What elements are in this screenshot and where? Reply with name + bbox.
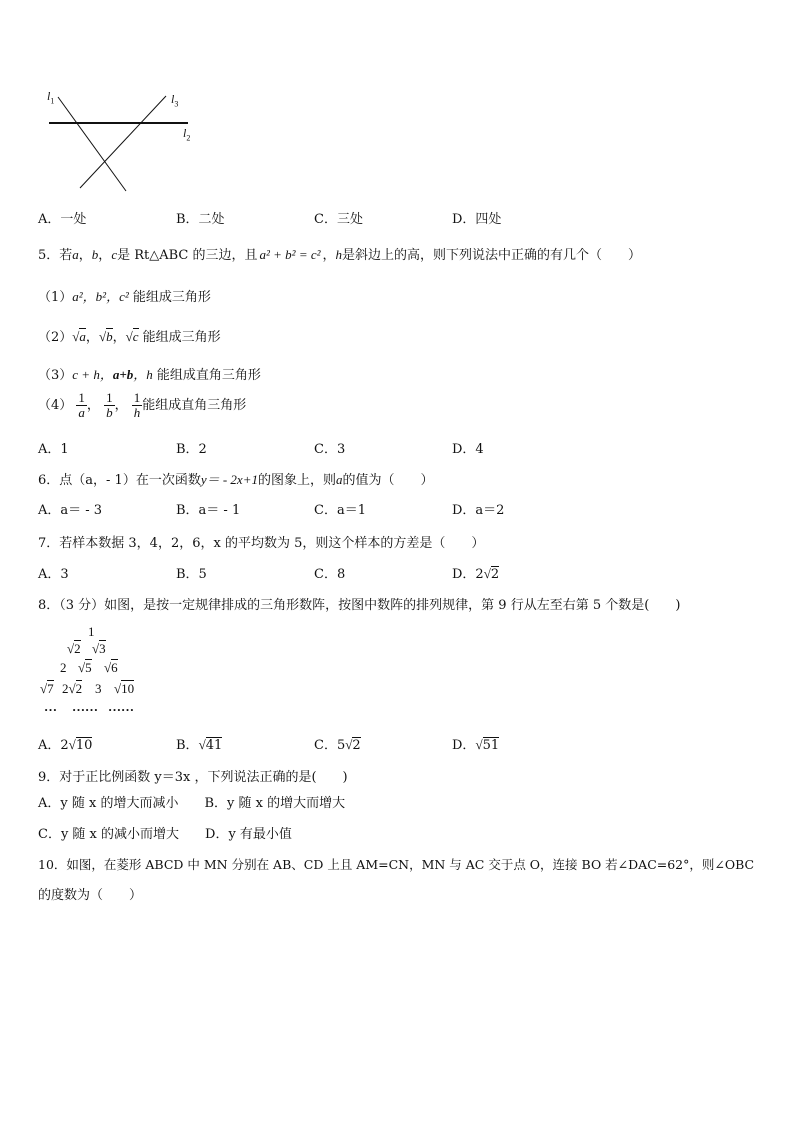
q7-option-b[interactable]: B．5 [176,567,207,582]
q6-option-b[interactable]: B．a＝ - 1 [176,503,241,518]
q7-option-c[interactable]: C．8 [314,567,346,582]
fraction-1-over-b: $\frac{1}{b}$ [106,390,113,420]
q5-statement-2: （2）√a，√b，√c 能组成三角形 [38,329,221,345]
tri-r2a: √2 [67,641,81,656]
q5-statement-3: （3）c + h，a+b，h 能组成直角三角形 [38,367,261,383]
tri-r3a: 2 [60,660,67,675]
q7-option-d[interactable]: D．2√2 [452,566,500,582]
tri-dots-2: …… [72,699,98,714]
q10-stem-line2: 的度数为（ ） [38,888,143,903]
q6-stem: 6．点（a，- 1）在一次函数y＝ - 2x+1的图象上，则a的值为（ ） [38,472,434,488]
tri-r4b: 2√2 [62,681,83,696]
q5-option-d[interactable]: D．4 [452,442,484,457]
q8-option-b[interactable]: B．√41 [176,737,223,753]
q9-options-cd[interactable]: C．y 随 x 的减小而增大 D．y 有最小值 [38,827,292,842]
q5-stem: 5．若a，b，c是 Rt△ABC 的三边，且 a² + b² = c² ，h是斜边上的高，则下列说法中正确的有几个（ ） [38,247,642,263]
line-l1 [58,97,126,191]
tri-r2b: √3 [92,641,106,656]
q8-option-d[interactable]: D．√51 [452,737,500,753]
q6-option-c[interactable]: C．a＝1 [314,503,366,518]
q7-option-a[interactable]: A．3 [38,567,69,582]
q10-stem-line1: 10．如图，在菱形 ABCD 中 MN 分别在 AB、CD 上且 AM=CN，MN 与 AC 交于点 O，连接 BO 若∠DAC=62°，则∠OBC [38,857,755,872]
tri-r4a: √7 [40,681,54,696]
q5-statement-1: （1）a²，b²，c² 能组成三角形 [38,289,211,305]
q6-option-a[interactable]: A．a＝ - 3 [38,503,103,518]
tri-r4d: 3 [95,681,102,696]
label-l3: $l_3$ [171,92,179,109]
q4-option-d[interactable]: D．四处 [452,212,502,227]
q9-options-ab[interactable]: A．y 随 x 的增大而减小 B．y 随 x 的增大而增大 [38,796,346,811]
tri-dots-1: … [44,699,57,714]
tri-r3c: √6 [104,660,118,675]
q6-option-d[interactable]: D．a＝2 [452,503,505,518]
q8-option-a[interactable]: A．2√10 [38,737,93,753]
q8-option-c[interactable]: C．5√2 [314,737,361,753]
tri-r3b: √5 [78,660,92,675]
line-l3 [80,96,166,188]
tri-r4e: √10 [114,681,135,696]
tri-r1: 1 [88,624,95,639]
q8-stem: 8．（3 分）如图，是按一定规律排成的三角形数阵，按图中数阵的排列规律，第 9 行从左至右第 5 个数是( ) [38,598,681,613]
fraction-1-over-a: $\frac{1}{a}$ [78,390,85,420]
q5-statement-4: （4） $\frac{1}{a}$ ， $\frac{1}{b}$ ， $\frac{1}{h}$ 能组成直角三角形 [38,390,247,420]
q7-stem: 7．若样本数据 3，4，2，6，x 的平均数为 5，则这个样本的方差是（ ） [38,536,485,551]
q4-option-b[interactable]: B．二处 [176,212,225,227]
q9-stem: 9．对于正比例函数 y＝3x ，下列说法正确的是( ) [38,770,348,785]
tri-dots-3: …… [108,699,134,714]
q4-option-c[interactable]: C．三处 [314,212,363,227]
label-l2: $l_2$ [183,126,191,143]
q5-option-b[interactable]: B．2 [176,442,207,457]
q4-option-a[interactable]: A．一处 [38,212,87,227]
fraction-1-over-h: $\frac{1}{h}$ [133,390,141,420]
q5-option-a[interactable]: A．1 [38,442,69,457]
q5-option-c[interactable]: C．3 [314,442,346,457]
label-l1: $l_1$ [47,89,55,106]
